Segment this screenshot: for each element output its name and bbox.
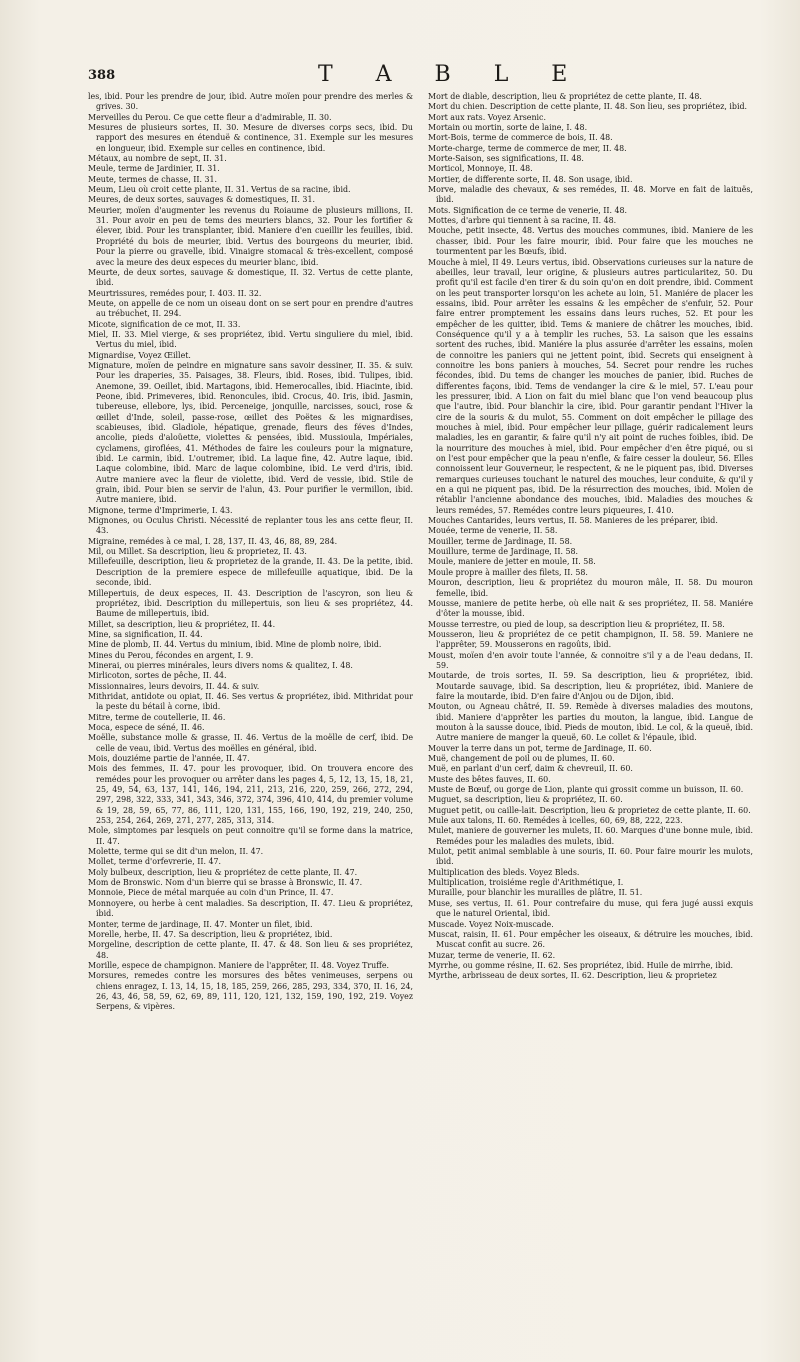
index-entry: Muscat, raisin, II. 61. Pour empêcher les oiseaux, & détruire les mouches, ibid. Muscat confit au sucre. 26. xyxy=(428,929,753,950)
index-entry: Mollet, terme d'orfevrerie, II. 47. xyxy=(88,857,222,867)
index-entry: Moule propre à mailler des filets, II. 58. xyxy=(428,567,588,577)
index-entry: Miel, II. 33. Miel vierge, & ses propriétez, ibid. Vertu singuliere du miel, ibid. Vertus du miel, ibid. xyxy=(88,329,413,350)
index-entry: Merveilles du Perou. Ce que cette fleur a d'admirable, II. 30. xyxy=(88,112,332,122)
index-entry: Mine de plomb, II. 44. Vertus du minium, ibid. Mine de plomb noire, ibid. xyxy=(88,640,382,650)
index-entry: Mousseron, lieu & propriétez de ce petit champignon, II. 58. 59. Maniere ne l'apprêter, 59. Mousserons en ragoûts, ibid. xyxy=(428,629,753,650)
index-entry: Mouton, ou Agneau châtré, II. 59. Remède à diverses maladies des moutons, ibid. Maniere d'apprêter les parties du mouton, la langue, ibid. Langue de mouton à la sausse douce, ibid. Pieds de mouton, ibid. Le col, & la queuë, ibid. Autre maniere de manger la queuë, 60. Le collet & l'épaule, ibid. xyxy=(428,702,753,743)
index-entry: Mignone, terme d'Imprimerie, I. 43. xyxy=(88,505,233,515)
index-entry: Multiplication, troisiéme regle d'Arithmétique, I. xyxy=(428,878,624,888)
index-entry: Mine, sa signification, II. 44. xyxy=(88,629,203,639)
index-entry: Mortain ou mortin, sorte de laine, I. 48. xyxy=(428,123,588,133)
index-entry: Mois des femmes, II. 47. pour les provoquer, ibid. On trouvera encore des remédes pour les provoquer ou arrêter dans les pages 4, 5, 12, 13, 15, 18, 21, 25, 49, 54, 63, 137, 141, 146, 194, 211, 213, 216, 220, 259, 266, 272, 294, 297, 298, 322, 333, 341, 343, 346, 372, 374, 396, 410, 414, du premier volume & 19, 28, 59, 65, 77, 86, 111, 120, 131, 155, 166, 190, 192, 219, 240, 250, 253, 254, 264, 269, 271, 277, 285, 313, 314. xyxy=(88,764,413,826)
index-entry: Mulet, maniere de gouverner les mulets, II. 60. Marques d'une bonne mule, ibid. Remédes pour les maladies des mulets, ibid. xyxy=(428,826,753,846)
index-entry: Meute, termes de chasse, II. 31. xyxy=(88,174,218,184)
index-entry: les, ibid. Pour les prendre de jour, ibid. Autre moïen pour prendre des merles & grives. 30. xyxy=(88,92,413,112)
index-entry: Muraille, pour blanchir les murailles de plâtre, II. 51. xyxy=(428,888,643,898)
index-entry: Millepertuis, de deux especes, II. 43. Description de l'ascyron, son lieu & propriétez, ibid. Description du millepertuis, son lieu & ses propriétez, 44. Baume de millepertuis, ibid. xyxy=(88,588,413,619)
index-entry: Meute, on appelle de ce nom un oiseau dont on se sert pour en prendre d'autres au trébuchet, II. 294. xyxy=(88,298,413,319)
index-entry: Mil, ou Millet. Sa description, lieu & proprietez, II. 43. xyxy=(88,547,307,557)
index-entry: Monter, terme de jardinage, II. 47. Monter un filet, ibid. xyxy=(88,919,313,929)
index-entry: Morgeline, description de cette plante, II. 47. & 48. Son lieu & ses propriétez, 48. xyxy=(88,940,413,960)
index-entry: Meum, Lieu où croit cette plante, II. 31. Vertus de sa racine, ibid. xyxy=(88,185,351,195)
index-entry: Mousse, maniere de petite herbe, où elle nait & ses propriétez, II. 58. Maniére d'ôter la mousse, ibid. xyxy=(428,598,753,619)
index-entry: Morticol, Monnoye, II. 48. xyxy=(428,164,533,174)
index-entry: Mort-Bois, terme de commerce de bois, II. 48. xyxy=(428,133,613,143)
index-entry: Mignones, ou Oculus Christi. Nécessité de replanter tous les ans cette fleur, II. 43. xyxy=(88,516,413,536)
index-entry: Monnoie, Piece de métal marquée au coin d'un Prince, II. 47. xyxy=(88,888,334,898)
index-entry: Myrthe, arbrisseau de deux sortes, II. 62. Description, lieu & proprietez xyxy=(428,971,717,981)
index-entry: Moëlle, substance molle & grasse, II. 46. Vertus de la moëlle de cerf, ibid. De celle de veau, ibid. Vertus des moëlles en général, ibid. xyxy=(88,733,413,753)
index-entry: Mithridat, antidote ou opiat, II. 46. Ses vertus & propriétez, ibid. Mithridat pour la peste du bétail à corne, ibid. xyxy=(88,691,413,712)
page-number: 388 xyxy=(88,68,116,83)
index-entry: Mignardise, Voyez Œillet. xyxy=(88,350,191,360)
index-entry: Mignature, moïen de peindre en mignature sans savoir dessiner, II. 35. & suiv. Pour les draperies, 35. Paisages, 38. Fleurs, ibid. Roses, ibid. Tulipes, ibid. Anemone, 39. Oeillet, ibid. Martagons, ibid. Hemerocalles, ibid. Hiacinte, ibid. Peone, ibid. Primeveres, ibid. Renoncules, ibid. Crocus, 40. Iris, ibid. Jasmin, tubereuse, ellebore, lys, ibid. Perceneige, jonquille, narcisses, souci, rose & œillet d'Inde, soleil, passe-rose, œillet des Poëtes & les mignardises, scabieuses, ibid. Gladiole, hépatique, grenade, fleurs des féves d'Indes, ancolie, pieds d'aloüette, violettes & pensées, ibid. Mussioula, Impériales, cyclamens, giroflées, 41. Méthodes de faire les couleurs pour la mignature, ibid. Le carmin, ibid. L'outremer, ibid. La laque fine, 42. Autre laque, ibid. Laque colombine, ibid. Marc de laque colombine, ibid. Le verd d'iris, ibid. Autre maniere avec la fleur de violette, ibid. Verd de vessie, ibid. Stile de grain, ibid. Pour bien se servir de l'alun, 43. Pour purifier le vermillon, ibid. Autre maniere, ibid. xyxy=(88,360,413,505)
index-entry: Mule aux talons, II. 60. Remédes à icelles, 60, 69, 88, 222, 223. xyxy=(428,816,683,826)
index-entry: Mousse terrestre, ou pied de loup, sa description lieu & propriétez, II. 58. xyxy=(428,619,725,629)
index-entry: Meurier, moïen d'augmenter les revenus du Roiaume de plusieurs millions, II. 31. Pour avoir en peu de tems des meuriers blancs, 32. Pour les fortifier & élever, ibid. Pour les transplanter, ibid. Maniere d'en cueillir les feuilles, ibid. Propriété du bois de meurier, ibid. Vertus des bourgeons du meurier, ibid. Pour la pierre ou gravelle, ibid. Vinaigre stomacal & très-excellent, composé avec la meure des deux especes du meurier blanc, ibid. xyxy=(88,205,413,267)
index-entry: Myrrhe, ou gomme résine, II. 62. Ses propriétez, ibid. Huile de mirrhe, ibid. xyxy=(428,960,734,970)
index-entry: Mottes, d'arbre qui tiennent à sa racine, II. 48. xyxy=(428,216,617,226)
index-entry: Mitre, terme de coutellerie, II. 46. xyxy=(88,712,226,722)
index-entry: Muse, ses vertus, II. 61. Pour contrefaire du muse, qui fera jugé aussi exquis que le naturel Oriental, ibid. xyxy=(428,898,753,919)
index-entry: Mort de diable, description, lieu & propriétez de cette plante, II. 48. xyxy=(428,92,702,101)
index-entry: Mouver la terre dans un pot, terme de Jardinage, II. 60. xyxy=(428,743,652,753)
index-entry: Mort du chien. Description de cette plante, II. 48. Son lieu, ses propriétez, ibid. xyxy=(428,102,748,112)
running-head-title: T A B L E xyxy=(318,62,586,87)
index-entry: Monnoyere, ou herbe à cent maladies. Sa description, II. 47. Lieu & propriétez, ibid. xyxy=(88,898,413,919)
index-entry: Muguet, sa description, lieu & propriétez, II. 60. xyxy=(428,795,623,805)
index-entry: Mouche, petit insecte, 48. Vertus des mouches communes, ibid. Maniere de les chasser, ibid. Pour les faire mourir, ibid. Pour faire que les mouches ne tourmentent par les Bœufs, ibid. xyxy=(428,226,753,257)
index-entry: Mouches Cantarides, leurs vertus, II. 58. Manieres de les préparer, ibid. xyxy=(428,516,718,526)
index-entry: Mois, douziéme partie de l'année, II. 47. xyxy=(88,754,250,763)
index-entry: Molette, terme qui se dit d'un melon, II. 47. xyxy=(88,847,264,857)
index-entry: Millet, sa description, lieu & propriétez, II. 44. xyxy=(88,619,276,629)
index-entry: Muë, en parlant d'un cerf, daim & chevreuil, II. 60. xyxy=(428,764,633,774)
index-entry: Moule, maniere de jetter en moule, II. 58. xyxy=(428,557,596,567)
index-entry: Mouillure, terme de Jardinage, II. 58. xyxy=(428,547,579,557)
index-entry: Muzar, terme de venerie, II. 62. xyxy=(428,950,556,960)
index-entry: Morille, espece de champignon. Maniere de l'apprêter, II. 48. Voyez Truffe. xyxy=(88,960,390,970)
index-entry: Mouée, terme de venerie, II. 58. xyxy=(428,526,558,536)
index-entry: Mulot, petit animal semblable à une souris, II. 60. Pour faire mourir les mulots, ibid. xyxy=(428,847,753,867)
index-entry: Moly bulbeux, description, lieu & propriétez de cette plante, II. 47. xyxy=(88,867,358,877)
index-entry: Mort aux rats. Voyez Arsenic. xyxy=(428,112,546,122)
index-entry: Mouron, description, lieu & propriétez du mouron mâle, II. 58. Du mouron femelle, ibid. xyxy=(428,578,753,598)
index-entry: Moca, espece de séné, II. 46. xyxy=(88,722,205,732)
index-entry: Meures, de deux sortes, sauvages & domestiques, II. 31. xyxy=(88,195,315,205)
right-column xyxy=(428,92,753,1342)
index-entry: Morelle, herbe, II. 47. Sa description, lieu & propriétez, ibid. xyxy=(88,929,333,939)
left-column xyxy=(88,92,413,1342)
index-entry: Mines du Perou, fécondes en argent, I. 9. xyxy=(88,650,254,660)
index-entry: Mirlicoton, sortes de pêche, II. 44. xyxy=(88,671,227,681)
index-entry: Muste des bêtes fauves, II. 60. xyxy=(428,774,551,784)
index-entry: Mortier, de differente sorte, II. 48. Son usage, ibid. xyxy=(428,174,633,184)
index-entry: Morte-Saison, ses significations, II. 48. xyxy=(428,154,584,164)
index-entry: Multiplication des bleds. Voyez Bleds. xyxy=(428,867,580,877)
index-entry: Mom de Bronswic. Nom d'un bierre qui se brasse à Bronswic, II. 47. xyxy=(88,878,363,888)
index-entry: Métaux, au nombre de sept, II. 31. xyxy=(88,154,227,164)
index-entry: Mouche à miel, II 49. Leurs vertus, ibid. Observations curieuses sur la nature de abeilles, leur travail, leur origine, & plusieurs autres particularitez, 50. Du profit qu'il est facile d'en tirer & du soin qu'on en doit prendre, ibid. Comment on les peut transporter lorsqu'on les achete au loin, 51. Maniére de placer les essains, ibid. Pour arrêter les essains & les empêcher de s'enfuir, 52. Pour faire entrer promptement les essains dans leurs ruches, 52. Et pour les empêcher de les quitter, ibid. Tems & maniere de châtrer les mouches, ibid. Conséquence qu'il y a à templir les ruches, 53. La saison que les essains sortent des ruches, ibid. Maniére la plus assurée d'arrêter les essains, moïen de connoitre les paniers qui ne jettent point, ibid. Secrets qui enseignent à connoitre les bons paniers à mouches, 54. Secret pour rendre les ruches fécondes, ibid. Du tems de changer les mouches de panier, ibid. Ruches de differentes façons, ibid. Tems de vendanger la cire & le miel, 57. L'eau pour les pressurer, ibid. A Lion on fait du miel blanc que l'on vend beaucoup plus que l'autre, ibid. Pour blanchir la cire, ibid. Pour garantir pendant l'Hiver la cire de la souris & du mulot, 55. Comment on doit empêcher le pillage des mouches à miel, ibid. Pour empêcher leur pillage, guérir radicalement leurs maladies, les en garantir, & faire qu'il n'y ait point de ruches foibles, ibid. De la nourriture des mouches à miel, ibid. Pour empêcher d'en être piqué, ou si on l'est pour empêcher que la peau n'enfle, & faire cesser la douleur, 56. Elles connoissent leur Gouverneur, le respectent, & ne le piquent pas, ibid. Diverses remarques curieuses touchant le naturel des mouches, leur conduite, & qu'il y en a qui ne piquent pas, ibid. De la résurrection des mouches, ibid. Moïen de rétablir l'ancienne abondance des mouches, ibid. Maladies des mouches & leurs remédes, 57. Remédes contre leurs piqueures, I. 410. xyxy=(428,257,753,515)
index-entry: Minerai, ou pierres minérales, leurs divers noms & qualitez, I. 48. xyxy=(88,660,353,670)
index-entry: Millefeuille, description, lieu & proprietez de la grande, II. 43. De la petite, ibid. Description de la premiere espece de millefeuille aquatique, ibid. De la seconde, ibid. xyxy=(88,557,413,588)
index-entry: Mots. Signification de ce terme de venerie, II. 48. xyxy=(428,205,628,215)
index-entry: Meule, terme de Jardinier, II. 31. xyxy=(88,164,220,174)
index-entry: Muscade. Voyez Noix-muscade. xyxy=(428,919,554,929)
index-entry: Muste de Bœuf, ou gorge de Lion, plante qui grossit comme un buisson, II. 60. xyxy=(428,785,744,795)
index-entry: Micote, signification de ce mot, II. 33. xyxy=(88,319,241,329)
index-entry: Meurte, de deux sortes, sauvage & domestique, II. 32. Vertus de cette plante, ibid. xyxy=(88,267,413,288)
index-entry: Mesures de plusieurs sortes, II. 30. Mesure de diverses corps secs, ibid. Du rapport des mesures en étenduë & continence, 31. Exemple sur les mesures en longueur, ibid. Exemple sur celles en continence, ibid. xyxy=(88,123,413,153)
index-entry: Moust, moïen d'en avoir toute l'année, & connoitre s'il y a de l'eau dedans, II. 59. xyxy=(428,650,753,670)
index-entry: Moutarde, de trois sortes, II. 59. Sa description, lieu & propriétez, ibid. Moutarde sauvage, ibid. Sa description, lieu & propriétez, ibid. Maniere de faire la moutarde, ibid. D'en faire d'Anjou ou de Dijon, ibid. xyxy=(428,671,753,701)
index-entry: Morve, maladie des chevaux, & ses remédes, II. 48. Morve en fait de laituës, ibid. xyxy=(428,185,753,205)
index-entry: Morsures, remedes contre les morsures des bêtes venimeuses, serpens ou chiens enragez, I. 13, 14, 15, 18, 185, 259, 266, 285, 293, 334, 370, II. 16, 24, 26, 43, 46, 58, 59, 62, 69, 89, 111, 120, 121, 132, 159, 190, 192, 219. Voyez Serpens, & vipères. xyxy=(88,971,413,1012)
index-entry: Morte-charge, terme de commerce de mer, II. 48. xyxy=(428,143,627,153)
index-entry: Meurtrissures, remédes pour, I. 403. II. 32. xyxy=(88,288,262,298)
index-entry: Muguet petit, ou caille-lait. Description, lieu & proprietez de cette plante, II. 60. xyxy=(428,805,751,815)
index-entry: Mole, simptomes par lesquels on peut connoitre qu'il se forme dans la matrice, II. 47. xyxy=(88,826,413,846)
page-header xyxy=(88,62,768,90)
index-entry: Missionnaires, leurs devoirs, II. 44. & suiv. xyxy=(88,681,260,691)
index-entry: Mouiller, terme de Jardinage, II. 58. xyxy=(428,536,573,546)
index-entry: Muë, changement de poil ou de plumes, II. 60. xyxy=(428,754,615,763)
index-entry: Migraine, remédes à ce mal, I. 28, 137, II. 43, 46, 88, 89, 284. xyxy=(88,536,338,546)
index-columns xyxy=(88,92,768,1342)
